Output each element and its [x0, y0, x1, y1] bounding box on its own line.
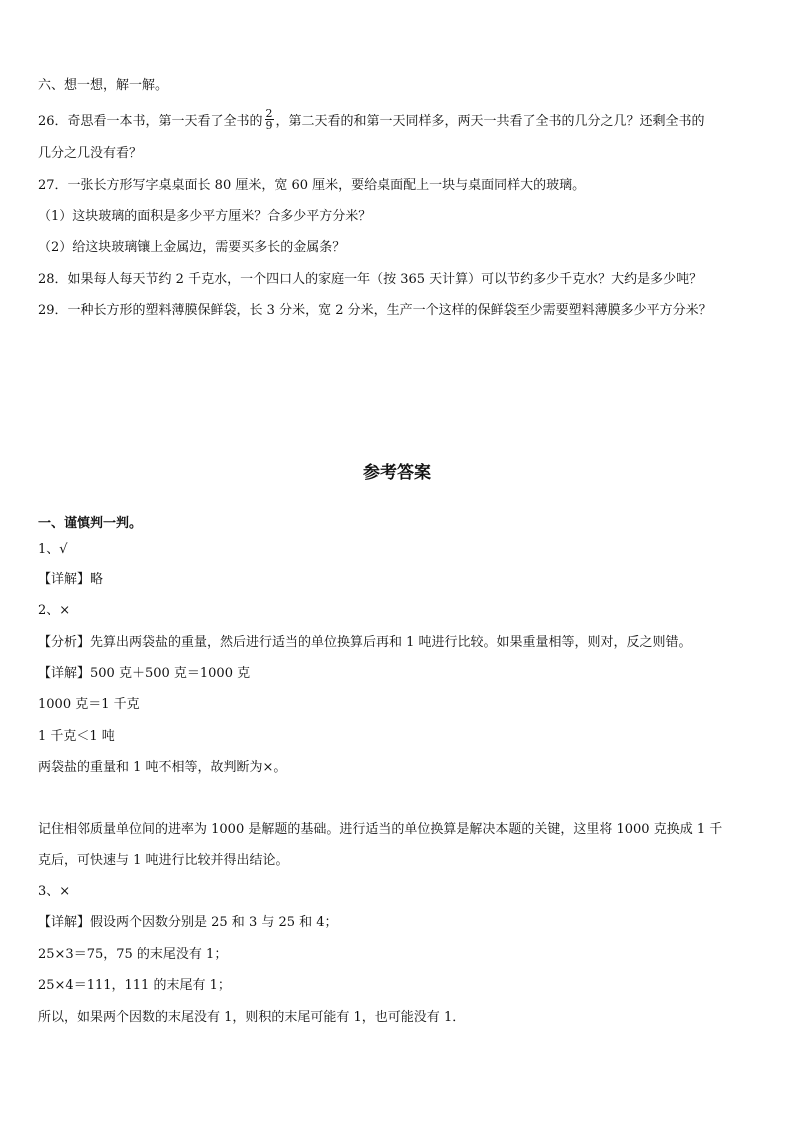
- fraction-two-ninths: [265, 108, 274, 131]
- q26-text-a: 26．奇思看一本书，第一天看了全书的: [38, 114, 263, 129]
- answer-2-line-1: 1000 克＝1 千克: [38, 697, 140, 712]
- answer-2-analysis: 【分析】先算出两袋盐的重量，然后进行适当的单位换算后再和 1 吨进行比较。如果重量相等，则对，反之则错。: [38, 635, 692, 650]
- answers-title: 参考答案: [363, 463, 431, 483]
- section-one-heading: 一、谨慎判一判。: [38, 516, 143, 531]
- fraction-numerator: 2: [265, 107, 273, 120]
- q26-text-b: ，第二天看的和第一天同样多，两天一共看了全书的几分之几？还剩全书的: [275, 114, 705, 129]
- question-27: 27．一张长方形写字桌桌面长 80 厘米，宽 60 厘米，要给桌面配上一块与桌面同样大的玻璃。: [38, 178, 586, 193]
- answer-2-line-3: 两袋盐的重量和 1 吨不相等，故判断为×。: [38, 760, 287, 775]
- question-26: [38, 107, 705, 133]
- question-27-part-1: （1）这块玻璃的面积是多少平方厘米？合多少平方分米？: [38, 209, 372, 224]
- answer-2-line-2: 1 千克＜1 吨: [38, 729, 115, 744]
- answer-2: 2、×: [38, 603, 71, 618]
- answer-3: 3、×: [38, 884, 71, 899]
- question-27-part-2: （2）给这块玻璃镶上金属边，需要买多长的金属条？: [38, 240, 346, 255]
- answer-2-detail: 【详解】500 克＋500 克＝1000 克: [38, 666, 251, 681]
- q26-text-c: 几分之几没有看？: [38, 146, 143, 161]
- answer-2-note-1: 记住相邻质量单位间的进率为 1000 是解题的基础。进行适当的单位换算是解决本题的关键，这里将 1000 克换成 1 千: [38, 822, 723, 837]
- answer-3-detail: 【详解】假设两个因数分别是 25 和 3 与 25 和 4；: [38, 915, 338, 930]
- answer-3-line-3: 所以，如果两个因数的末尾没有 1，则积的末尾可能有 1，也可能没有 1．: [38, 1010, 466, 1025]
- answer-3-line-2: 25×4＝111，111 的末尾有 1；: [38, 978, 231, 993]
- answer-3-line-1: 25×3＝75，75 的末尾没有 1；: [38, 947, 228, 962]
- question-29: 29．一种长方形的塑料薄膜保鲜袋，长 3 分米，宽 2 分米，生产一个这样的保鲜袋至少需要塑料薄膜多少平方分米？: [38, 303, 712, 318]
- answer-1-detail: 【详解】略: [38, 572, 104, 587]
- question-28: 28．如果每人每天节约 2 千克水，一个四口人的家庭一年（按 365 天计算）可以节约多少千克水？大约是多少吨？: [38, 272, 703, 287]
- fraction-denominator: 9: [265, 119, 273, 132]
- answer-2-note-2: 克后，可快速与 1 吨进行比较并得出结论。: [38, 853, 289, 868]
- section-six-heading: 六、想一想，解一解。: [38, 78, 169, 93]
- answer-1: 1、√: [38, 542, 68, 557]
